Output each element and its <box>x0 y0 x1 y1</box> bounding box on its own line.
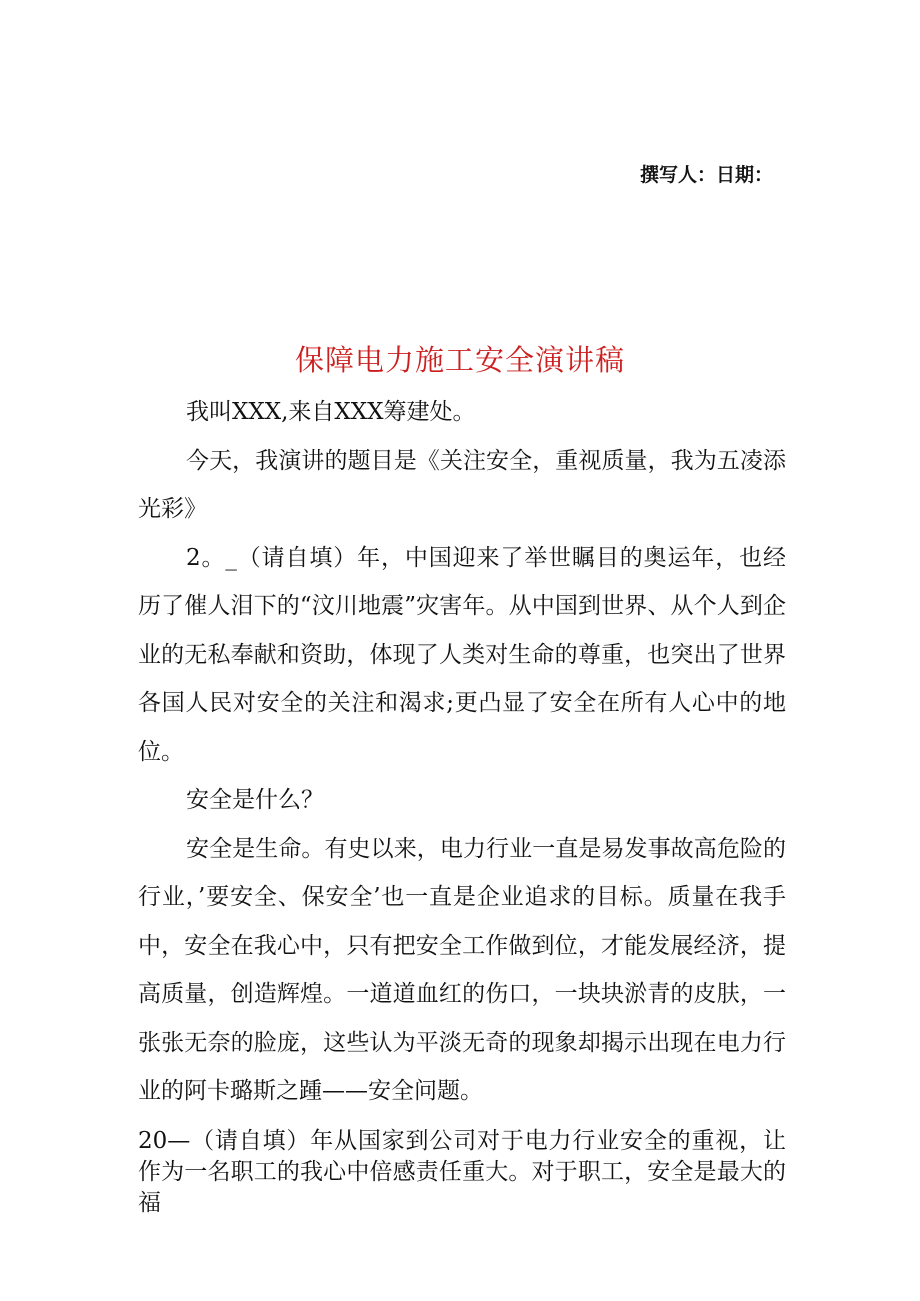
paragraph-intro: 我叫XXX,来自XXX筹建处。 <box>186 399 476 425</box>
paragraph-topic: 今天，我演讲的题目是《关注安全，重视质量，我为五凌添光彩》 <box>138 447 786 522</box>
document-body <box>138 388 786 1219</box>
paragraph-olympics: 2。_（请自填）年，中国迎来了举世瞩目的奥运年，也经历了催人泪下的“汶川地震”灾害年。从中国到世界、从个人到企业的无私奉献和资助，体现了人类对生命的尊重，也突出了世界各国人民对安全的关注和渴求;更凸显了安全在所有人心中的地位。 <box>138 544 786 765</box>
paragraph-safety-is-life: 安全是生命。有史以来，电力行业一直是易发事故高危险的行业，’要安全、保安全’也一直是企业追求的目标。质量在我手中，安全在我心中，只有把安全工作做到位，才能发展经济，提高质量，创造辉煌。一道道血红的伤口，一块块淤青的皮肤，一张张无奈的脸庞，这些认为平淡无奇的现象却揭示出现在电力行业的阿卡璐斯之踵——安全问题。 <box>138 835 786 1104</box>
author-date-line: 撰写人：日期： <box>640 164 774 186</box>
paragraph-question: 安全是什么？ <box>186 787 324 813</box>
document-title: 保障电力施工安全演讲稿 <box>294 343 625 377</box>
paragraph-responsibility: 20—（请自填）年从国家到公司对于电力行业安全的重视，让作为一名职工的我心中倍感责任重大。对于职工，安全是最大的福 <box>138 1127 786 1216</box>
